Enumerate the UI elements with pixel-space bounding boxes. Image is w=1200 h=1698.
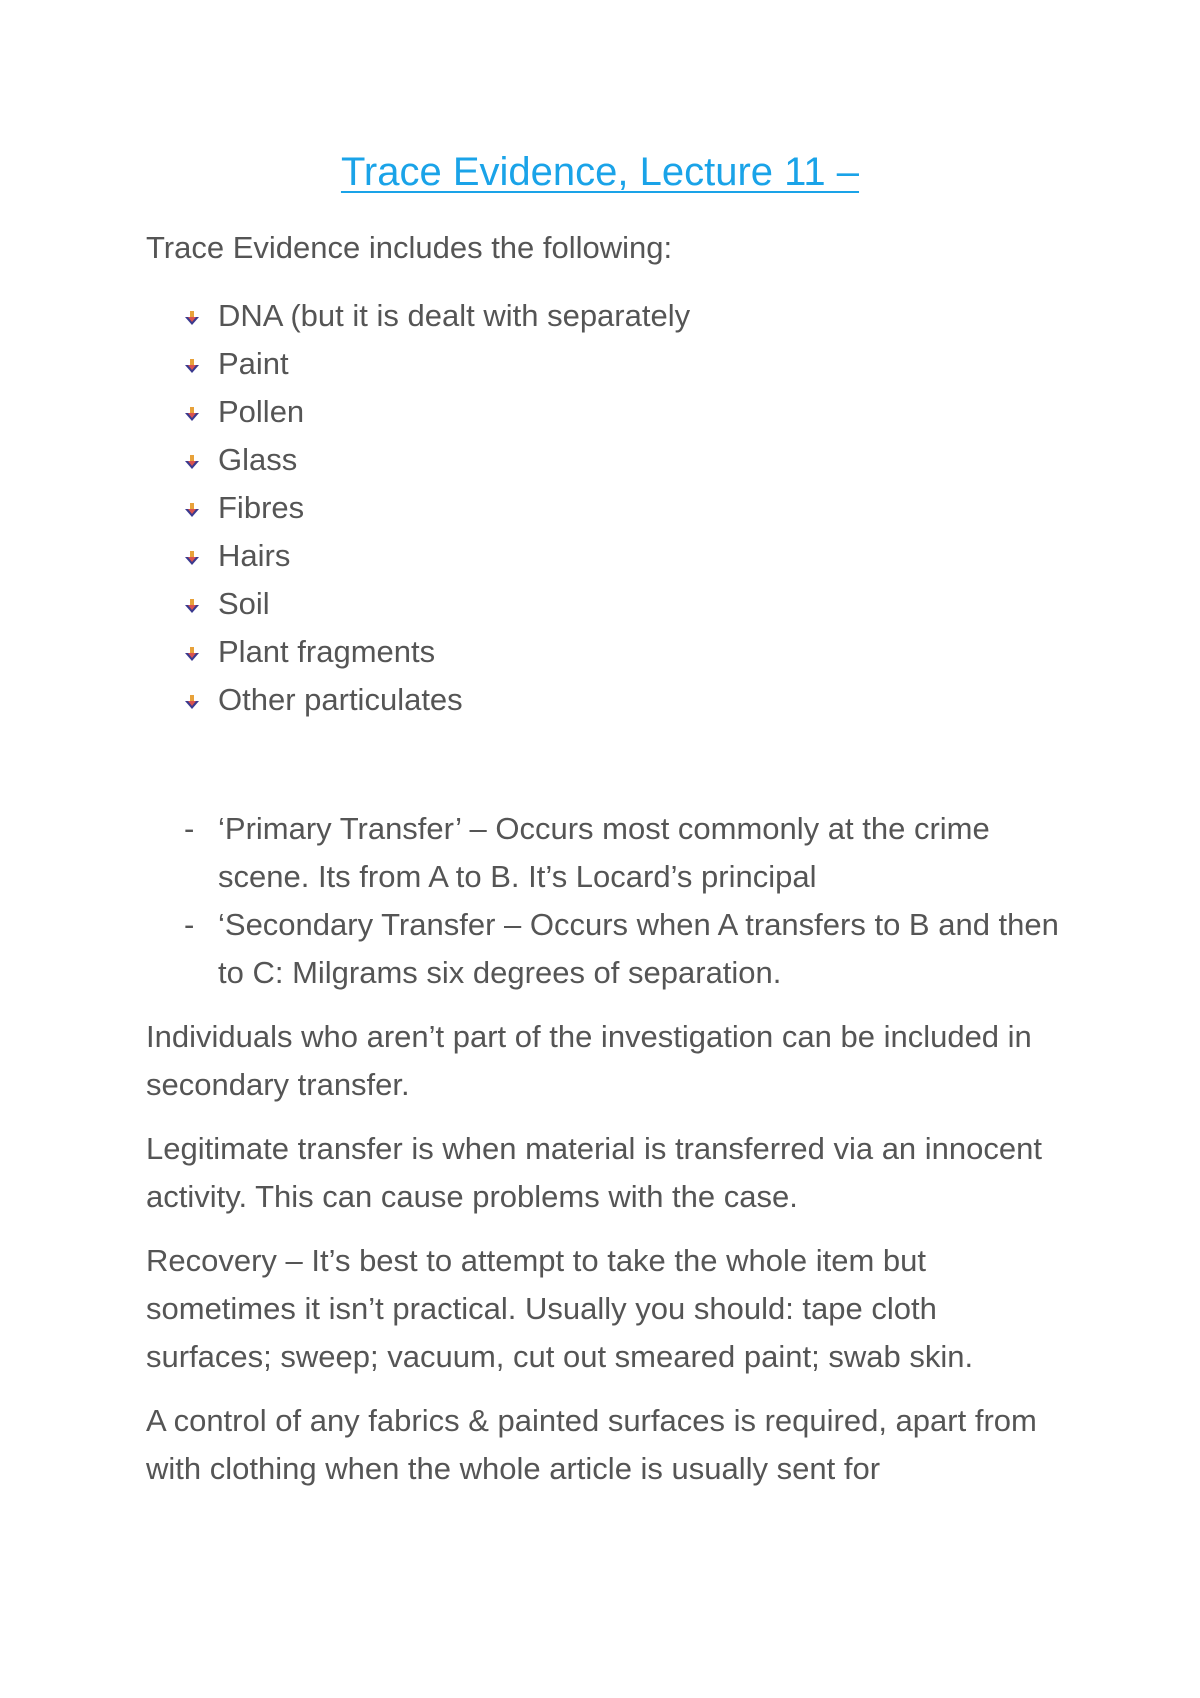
down-arrow-bullet-icon xyxy=(185,455,199,469)
down-arrow-bullet-icon xyxy=(185,695,199,709)
list-item-label: Hairs xyxy=(218,538,291,573)
down-arrow-bullet-icon xyxy=(185,407,199,421)
list-item xyxy=(180,436,690,484)
list-item-label: Soil xyxy=(218,586,270,621)
list-item-label: Glass xyxy=(218,442,298,477)
down-arrow-bullet-icon xyxy=(185,503,199,517)
list-item-label: Pollen xyxy=(218,394,305,429)
list-item xyxy=(180,484,690,532)
paragraph: Recovery – It’s best to attempt to take the whole item but sometimes it isn’t practical. Usually you should: tape cloth surfaces; sweep; vacuum, cut out smeared paint; swab skin. xyxy=(146,1243,974,1374)
paragraph: A control of any fabrics & painted surfaces is required, apart from with clothing when the whole article is usually sent for xyxy=(146,1403,1037,1486)
list-item xyxy=(180,676,690,724)
intro-text: Trace Evidence includes the following: xyxy=(146,230,673,265)
list-item-label: DNA (but it is dealt with separately xyxy=(218,298,691,333)
dash-marker: - xyxy=(184,907,195,942)
paragraph: Individuals who aren’t part of the investigation can be included in secondary transfer. xyxy=(146,1019,1032,1102)
list-item-label: Plant fragments xyxy=(218,634,436,669)
down-arrow-bullet-icon xyxy=(185,551,199,565)
list-item-label: Fibres xyxy=(218,490,305,525)
list-item xyxy=(180,532,690,580)
list-item-label: Paint xyxy=(218,346,289,381)
dash-marker: - xyxy=(184,811,195,846)
down-arrow-bullet-icon xyxy=(185,359,199,373)
trace-evidence-list xyxy=(180,292,690,724)
down-arrow-bullet-icon xyxy=(185,311,199,325)
list-item xyxy=(180,901,1070,997)
list-item-text: ‘Secondary Transfer – Occurs when A transfers to B and then to C: Milgrams six degrees of separation. xyxy=(218,907,1059,990)
list-item xyxy=(180,628,690,676)
paragraph: Legitimate transfer is when material is transferred via an innocent activity. This can cause problems with the case. xyxy=(146,1131,1042,1214)
page-title: Trace Evidence, Lecture 11 – xyxy=(340,150,860,194)
down-arrow-bullet-icon xyxy=(185,599,199,613)
list-item-text: ‘Primary Transfer’ – Occurs most commonly at the crime scene. Its from A to B. It’s Locard’s principal xyxy=(218,811,990,894)
list-item xyxy=(180,388,690,436)
list-item xyxy=(180,580,690,628)
down-arrow-bullet-icon xyxy=(185,647,199,661)
list-item xyxy=(180,292,690,340)
list-item xyxy=(180,805,1070,901)
list-item-label: Other particulates xyxy=(218,682,463,717)
transfer-types-list xyxy=(180,805,1070,997)
list-item xyxy=(180,340,690,388)
